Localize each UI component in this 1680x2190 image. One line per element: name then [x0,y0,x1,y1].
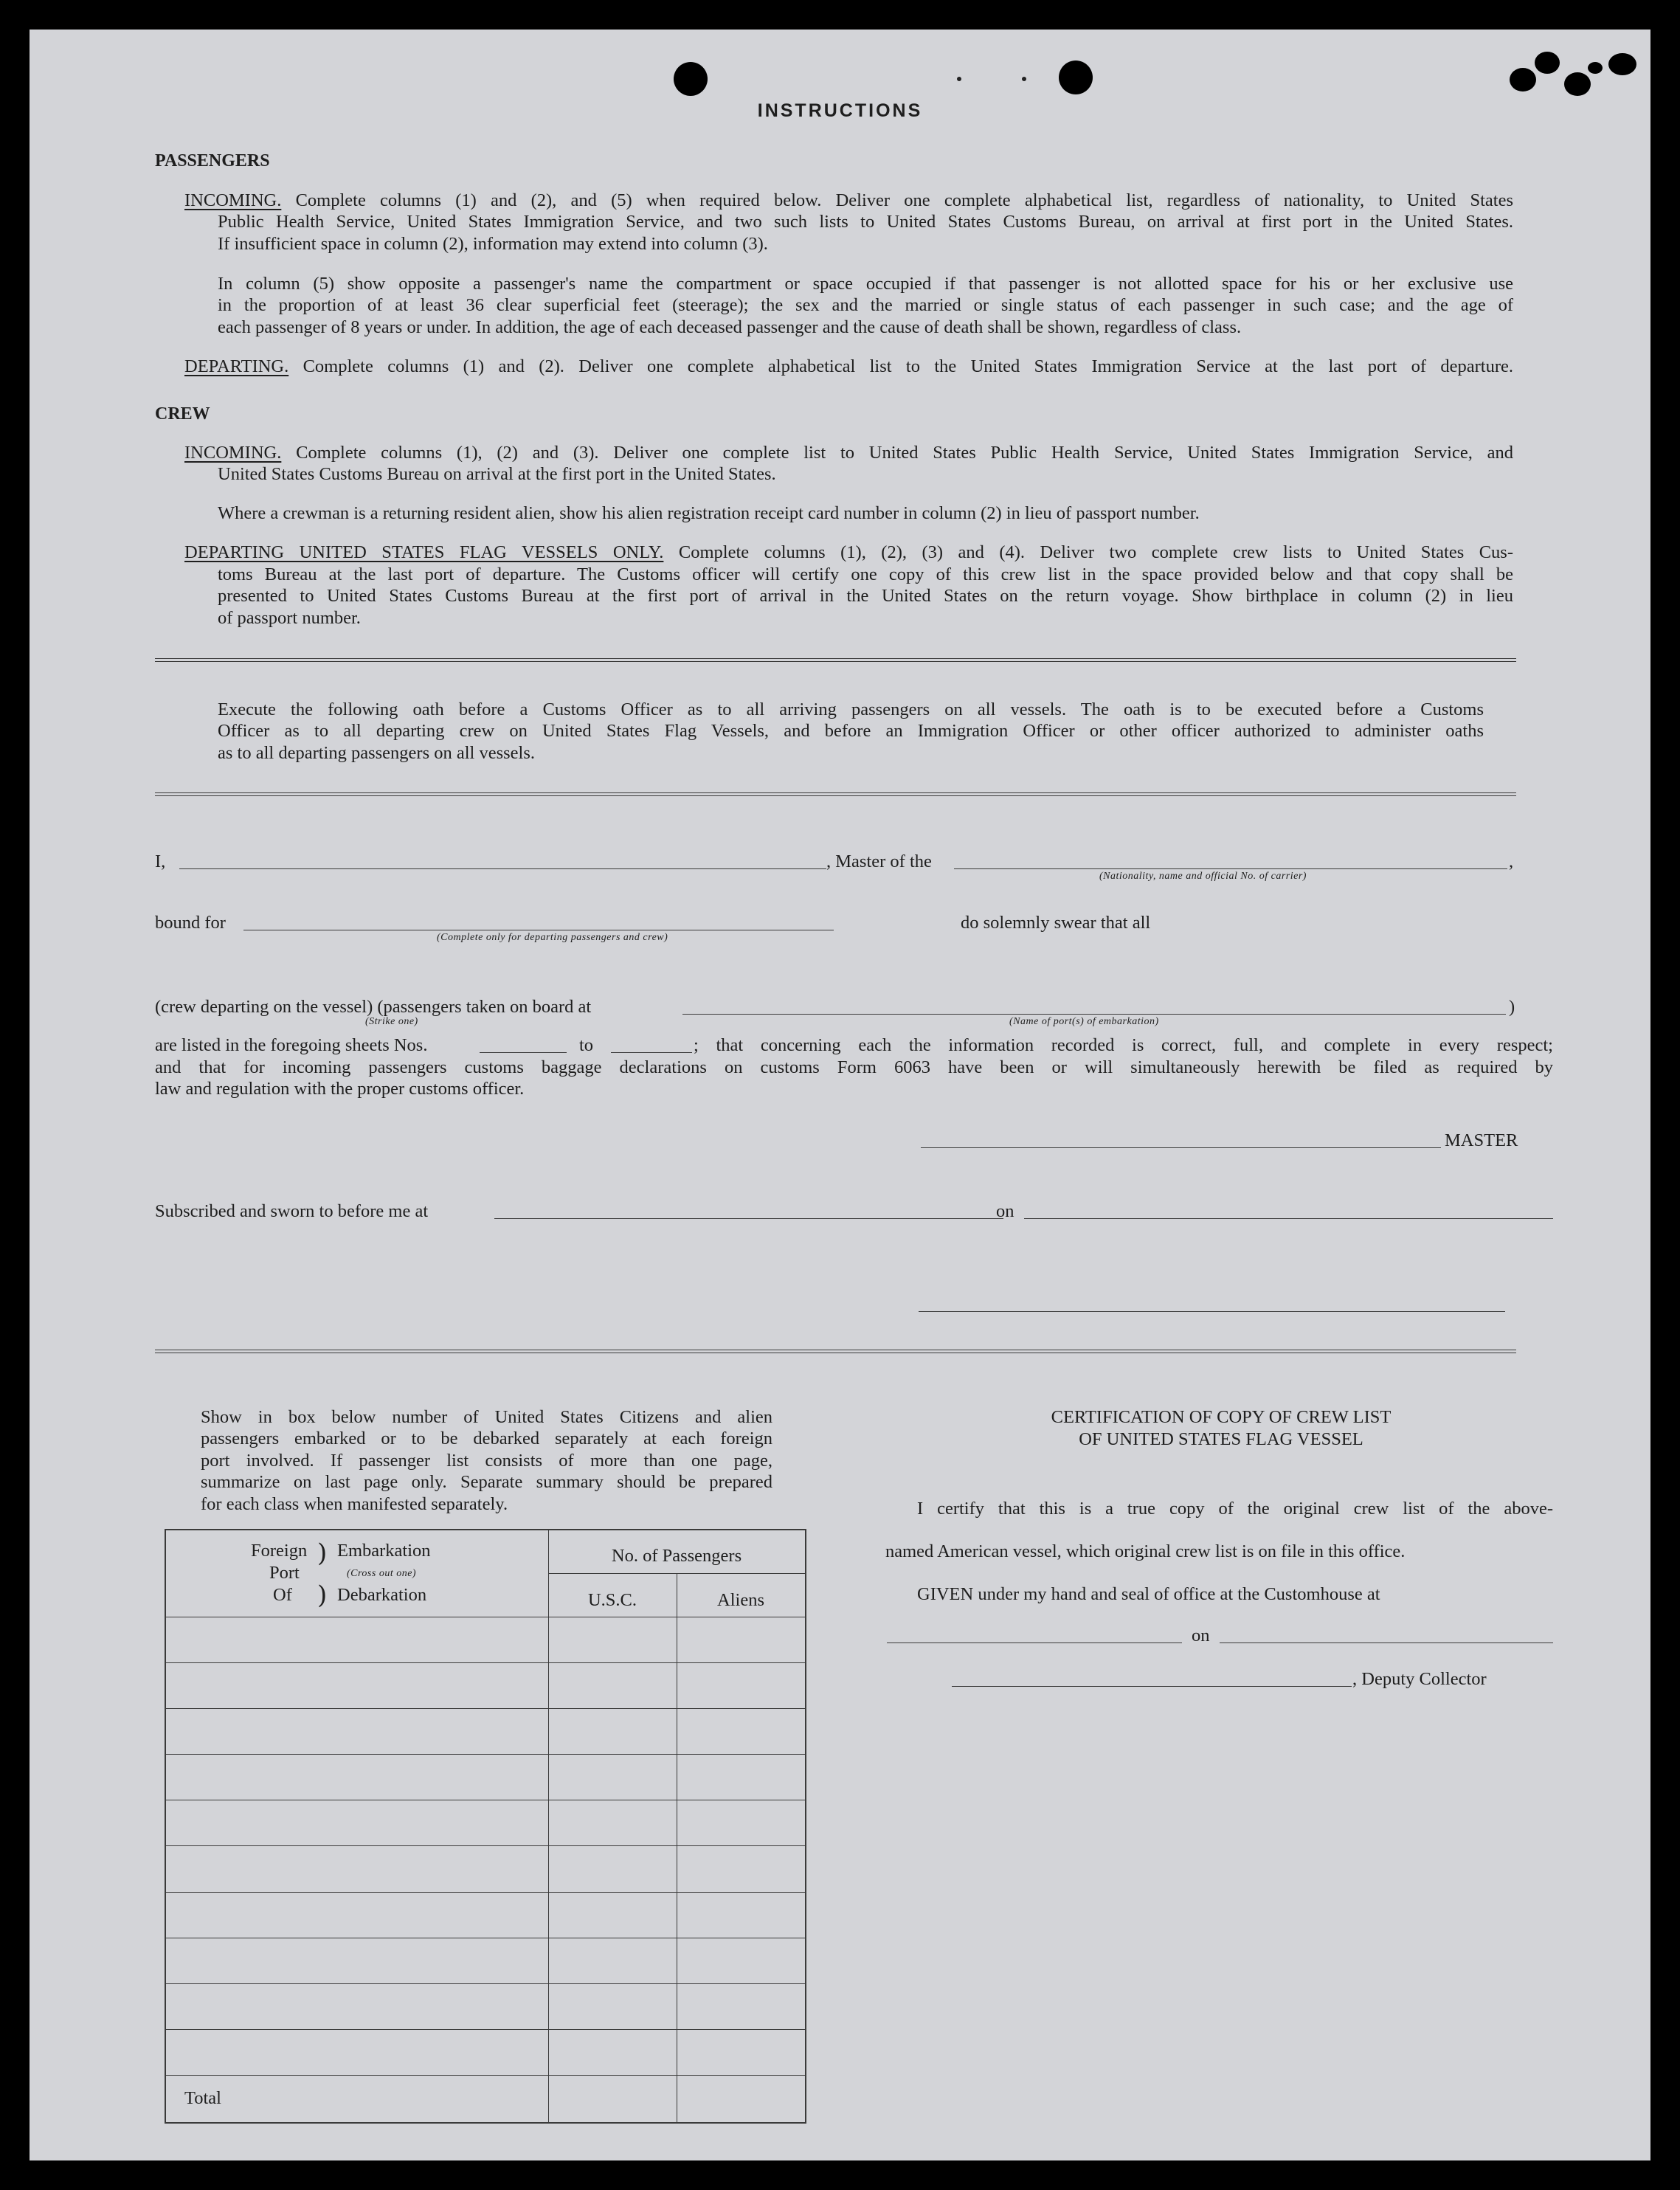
certification-date-field[interactable] [1220,1642,1553,1643]
crew-incoming-text: Complete columns (1), (2) and (3). Deliver one complete list to United States Public Health Service, United States Immigration Service, and [296,443,1514,463]
officer-signature-field[interactable] [919,1311,1505,1312]
column5-line-2: in the proportion of at least 36 clear superficial feet (steerage); the sex and the married or single status of each passenger in such case; and the age of [218,295,1513,315]
oath-i-label: I, [155,852,166,871]
crew-incoming-label: INCOMING. [184,443,282,463]
listed-line-1-rest: ; that concerning each the information recorded is correct, full, and complete in every respect; [694,1035,1553,1055]
certification-title-1: CERTIFICATION OF COPY OF CREW LIST [1051,1407,1392,1427]
header-no-of-passengers: No. of Passengers [611,1546,742,1566]
table-row[interactable] [166,1662,805,1709]
master-name-field[interactable] [179,868,826,869]
summary-intro-line-1: Show in box below number of United States Citizens and alien [201,1407,772,1427]
table-row[interactable] [166,1754,805,1800]
carrier-field[interactable] [954,868,1507,869]
header-aliens: Aliens [717,1590,764,1610]
subscribed-label: Subscribed and sworn to before me at [155,1201,429,1221]
listed-sheets-label: are listed in the foregoing sheets Nos. [155,1035,428,1055]
sworn-on-label: on [996,1201,1014,1221]
carrier-caption: (Nationality, name and official No. of carrier) [1099,871,1307,882]
bound-for-label: bound for [155,913,226,933]
certification-line-2: named American vessel, which original crew list is on file in this office. [885,1541,1406,1561]
table-row[interactable] [166,1983,805,2030]
crew-departing-line-2: toms Bureau at the last port of departure. The Customs officer will certify one copy of this crew list in the space provided below and that copy shall be [218,564,1513,584]
oath-intro-line-2: Officer as to all departing crew on United States Flag Vessels, and before an Immigration Officer or other officer authorized to administer oaths [218,721,1484,741]
punch-hole-right [1059,61,1093,94]
sworn-date-field[interactable] [1024,1218,1553,1219]
passengers-incoming-text: Complete columns (1) and (2), and (5) when required below. Deliver one complete alphabetical list, regardless of nationality, to United States [295,190,1514,210]
punch-hole-left [674,62,708,96]
embarkation-ports-field[interactable] [682,1014,1506,1015]
sheet-to-field[interactable] [611,1052,692,1053]
crew-departing-label: DEPARTING UNITED STATES FLAG VESSELS ONLY. [184,542,664,562]
passengers-departing-line [184,356,1513,378]
master-of-label: , Master of the [826,852,932,871]
paper-speck [1022,77,1026,81]
ink-blot-stain [1505,46,1645,97]
passengers-heading: PASSENGERS [155,151,270,170]
table-row[interactable] [166,1938,805,1984]
summary-intro-line-4: summarize on last page only. Separate summary should be prepared [201,1472,772,1492]
crew-departing-clause: (crew departing on the vessel) (passengers taken on board at [155,997,592,1017]
crew-departing-line-1 [184,542,1513,564]
listed-line-2: and that for incoming passengers customs baggage declarations on customs Form 6063 have been or will simultaneously herewith be filed as required by [155,1057,1553,1077]
strike-one-caption: (Strike one) [365,1016,418,1027]
summary-intro-line-3: port involved. If passenger list consists of more than one page, [201,1451,772,1471]
header-embarkation: Embarkation [337,1541,431,1561]
header-foreign: Foreign [251,1541,308,1561]
table-row[interactable] [166,1617,805,1663]
total-label: Total [184,2088,221,2108]
header-usc: U.S.C. [587,1590,637,1610]
section-divider [155,658,1516,662]
master-label: MASTER [1445,1130,1518,1150]
passengers-incoming-line-1 [184,190,1513,212]
table-row[interactable] [166,1800,805,1846]
certification-title-2: OF UNITED STATES FLAG VESSEL [1079,1429,1363,1449]
deputy-collector-label: , Deputy Collector [1352,1669,1487,1689]
crew-resident-text: Where a crewman is a returning resident alien, show his alien registration receipt card number in column (2) in lieu of passport number. [218,503,1200,523]
summary-intro-line-2: passengers embarked or to be debarked separately at each foreign [201,1429,772,1448]
deputy-collector-signature-field[interactable] [952,1686,1352,1687]
master-signature-field[interactable] [921,1147,1441,1148]
oath-intro-line-1: Execute the following oath before a Customs Officer as to all arriving passengers on all vessels. The oath is to be executed before a Customs [218,700,1484,719]
bound-for-caption: (Complete only for departing passengers and crew) [437,932,668,943]
table-row[interactable] [166,2029,805,2076]
passengers-departing-label: DEPARTING. [184,356,289,376]
column5-line-1: In column (5) show opposite a passenger's name the compartment or space occupied if that passenger is not allotted space for his or her exclusive use [218,274,1513,294]
crew-departing-text: Complete columns (1), (2), (3) and (4). Deliver two complete crew lists to United States Cus- [678,542,1513,562]
paper-speck [957,77,961,81]
table-row[interactable] [166,1892,805,1938]
summary-intro-line-5: for each class when manifested separately. [201,1494,508,1514]
ports-caption: (Name of port(s) of embarkation) [1009,1016,1159,1027]
passengers-departing-text: Complete columns (1) and (2). Deliver one complete alphabetical list to the United States Immigration Service at the last port of departure. [303,356,1514,376]
crew-heading: CREW [155,404,210,424]
sworn-place-field[interactable] [494,1218,1003,1219]
header-port: Port [269,1563,300,1583]
bracket-mark: ) [317,1538,328,1568]
crew-departing-line-3: presented to United States Customs Bureau at the first port of arrival in the United States on the return voyage. Show birthplace in column (2) in lieu [218,586,1513,606]
certification-line-1: I certify that this is a true copy of the original crew list of the above- [917,1499,1553,1519]
oath-intro-line-3: as to all departing passengers on all vessels. [218,743,536,763]
passengers-incoming-line-3: If insufficient space in column (2), information may extend into column (3). [218,234,768,254]
close-paren: ) [1509,997,1515,1017]
listed-to-label: to [579,1035,594,1055]
certification-line-3: GIVEN under my hand and seal of office at the Customhouse at [917,1584,1380,1604]
listed-line-3: law and regulation with the proper customs officer. [155,1079,525,1099]
column5-line-3: each passenger of 8 years or under. In addition, the age of each deceased passenger and the cause of death shall be shown, regardless of class. [218,317,1242,337]
sheet-from-field[interactable] [480,1052,567,1053]
table-row[interactable] [166,1845,805,1892]
section-divider [155,792,1516,796]
header-cross-out: (Cross out one) [347,1568,417,1579]
passengers-incoming-line-2: Public Health Service, United States Immigration Service, and two such lists to United States Customs Bureau, on arrival at first port in the United States. [218,212,1513,232]
passengers-incoming-label: INCOMING. [184,190,282,210]
bracket-mark: ) [317,1581,328,1610]
section-divider [155,1350,1516,1353]
certification-on-label: on [1192,1626,1210,1645]
document-page [30,30,1650,2160]
header-of: Of [273,1585,292,1605]
solemnly-swear-text: do solemnly swear that all [961,913,1151,933]
header-debarkation: Debarkation [337,1585,427,1605]
crew-departing-line-4: of passport number. [218,608,361,628]
customhouse-field[interactable] [887,1642,1182,1643]
instructions-title: INSTRUCTIONS [757,100,923,121]
crew-incoming-line-1 [184,442,1513,464]
crew-incoming-line-2: United States Customs Bureau on arrival at the first port in the United States. [218,464,776,484]
table-row[interactable] [166,1708,805,1755]
carrier-comma: , [1509,852,1514,871]
